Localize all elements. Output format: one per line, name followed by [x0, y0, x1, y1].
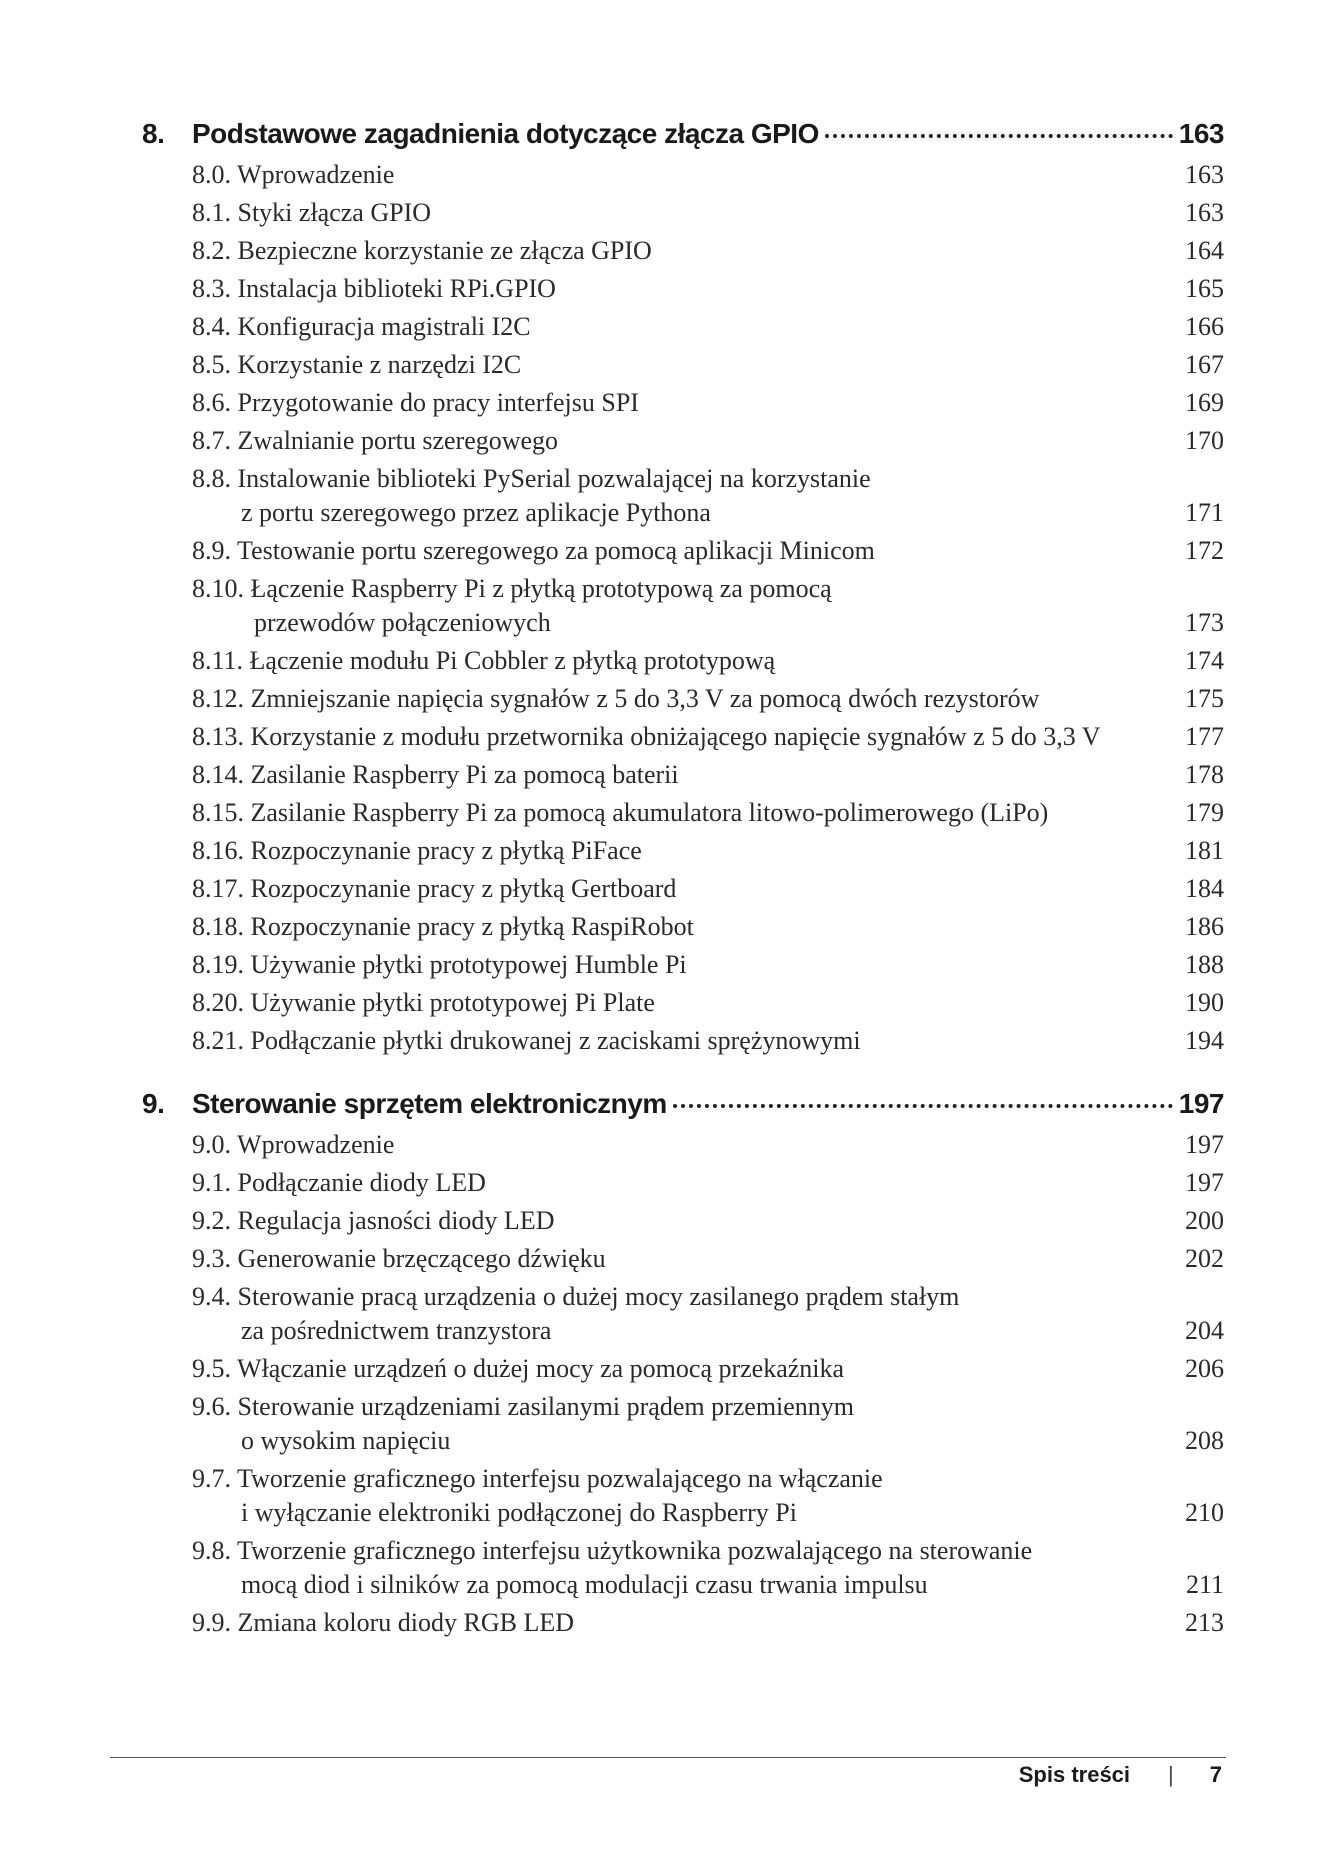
chapter-page-number: 163	[1178, 118, 1224, 149]
toc-entry-title	[192, 348, 1178, 382]
toc-entry-title	[192, 682, 1178, 716]
toc-entry[interactable]	[192, 1352, 1224, 1386]
toc-entry-title	[192, 644, 1178, 678]
toc-entry-title	[192, 1204, 1178, 1238]
toc-entry-list	[192, 158, 1224, 1058]
footer-page-number: 7	[1209, 1762, 1222, 1787]
toc-entry[interactable]	[192, 534, 1224, 568]
toc-entry-page-number: 184	[1185, 874, 1224, 903]
toc-entry[interactable]	[192, 348, 1224, 382]
toc-entry-title-line: 8.4. Konfiguracja magistrali I2C	[192, 312, 531, 341]
toc-entry-page-number: 178	[1185, 760, 1224, 789]
toc-entry-title-continuation: przewodów połączeniowych	[254, 608, 551, 637]
toc-entry-title	[192, 462, 1178, 530]
toc-entry-page-number: 190	[1185, 988, 1224, 1017]
toc-entry-title-line: 9.8. Tworzenie graficznego interfejsu użytkownika pozwalającego na sterowanie	[192, 1536, 1033, 1565]
toc-entry[interactable]	[192, 872, 1224, 906]
toc-entry-page-number: 175	[1185, 684, 1224, 713]
toc-entry-title	[192, 424, 1178, 458]
toc-entry[interactable]	[192, 234, 1224, 268]
toc-entry-title	[192, 834, 1178, 868]
toc-entry-title	[192, 948, 1178, 982]
toc-entry-title-line: 8.14. Zasilanie Raspberry Pi za pomocą baterii	[192, 760, 679, 789]
toc-entry-title-line: 8.20. Używanie płytki prototypowej Pi Plate	[192, 988, 655, 1017]
toc-entry-title	[192, 796, 1178, 830]
toc-chapter-block	[142, 118, 1224, 1058]
toc-entry-title-line: 8.11. Łączenie modułu Pi Cobbler z płytką prototypową	[192, 646, 776, 675]
toc-entry-title	[192, 310, 1178, 344]
toc-entry-title-line: 9.7. Tworzenie graficznego interfejsu pozwalającego na włączanie	[192, 1464, 883, 1493]
toc-entry[interactable]	[192, 910, 1224, 944]
toc-entry-page-number: 177	[1185, 722, 1224, 751]
toc-entry[interactable]	[192, 834, 1224, 868]
toc-entry[interactable]	[192, 1534, 1224, 1602]
toc-entry-title-line: 8.6. Przygotowanie do pracy interfejsu SPI	[192, 388, 639, 417]
footer-separator: |	[1168, 1762, 1174, 1787]
toc-entry-title-line: 8.9. Testowanie portu szeregowego za pomocą aplikacji Minicom	[192, 536, 875, 565]
toc-entry-page-number: 186	[1185, 912, 1224, 941]
toc-entry-title-line: 9.3. Generowanie brzęczącego dźwięku	[192, 1244, 606, 1273]
toc-chapter-heading[interactable]	[142, 1088, 1224, 1128]
toc-entry-page-number: 179	[1185, 798, 1224, 827]
toc-entry[interactable]	[192, 462, 1224, 530]
toc-entry-title-line: 8.5. Korzystanie z narzędzi I2C	[192, 350, 522, 379]
toc-entry-page-number: 204	[1185, 1316, 1224, 1345]
toc-entry[interactable]	[192, 1606, 1224, 1640]
toc-entry-page-number: 163	[1185, 160, 1224, 189]
toc-entry[interactable]	[192, 1242, 1224, 1276]
toc-entry-page-number: 166	[1185, 312, 1224, 341]
toc-entry-page-number: 208	[1185, 1426, 1224, 1455]
toc-entry[interactable]	[192, 1166, 1224, 1200]
toc-entry-title	[192, 534, 1178, 568]
toc-entry-title	[192, 1280, 1178, 1348]
toc-entry-title-line: 8.18. Rozpoczynanie pracy z płytką RaspiRobot	[192, 912, 694, 941]
toc-entry-title	[192, 1462, 1178, 1530]
toc-entry-title	[192, 272, 1178, 306]
toc-entry-title	[192, 1606, 1178, 1640]
toc-entry-title-line: 9.1. Podłączanie diody LED	[192, 1168, 486, 1197]
toc-entry-title-line: 8.21. Podłączanie płytki drukowanej z zaciskami sprężynowymi	[192, 1026, 861, 1055]
toc-entry[interactable]	[192, 386, 1224, 420]
toc-chapter-block	[142, 1088, 1224, 1640]
toc-entry-title-line: 9.4. Sterowanie pracą urządzenia o dużej mocy zasilanego prądem stałym	[192, 1282, 960, 1311]
toc-entry[interactable]	[192, 682, 1224, 716]
toc-entry-title	[192, 572, 1178, 640]
dot-leader	[825, 134, 1173, 138]
toc-entry-title	[192, 1352, 1178, 1386]
toc-entry-title-continuation: i wyłączanie elektroniki podłączonej do Raspberry Pi	[241, 1498, 797, 1527]
toc-entry-page-number: 188	[1185, 950, 1224, 979]
page-footer	[1019, 1762, 1222, 1788]
toc-entry-title	[192, 1166, 1178, 1200]
toc-entry-title-line: 8.10. Łączenie Raspberry Pi z płytką prototypową za pomocą	[192, 574, 832, 603]
toc-entry-page-number: 213	[1185, 1608, 1224, 1637]
toc-entry-page-number: 197	[1185, 1130, 1224, 1159]
toc-entry-page-number: 200	[1185, 1206, 1224, 1235]
chapter-page-number: 197	[1178, 1088, 1224, 1119]
toc-entry-title	[192, 1128, 1178, 1162]
toc-entry-title-line: 8.13. Korzystanie z modułu przetwornika obniżającego napięcie sygnałów z 5 do 3,3 V	[192, 722, 1101, 751]
toc-entry-title-line: 8.17. Rozpoczynanie pracy z płytką Gertboard	[192, 874, 677, 903]
toc-entry-page-number: 170	[1185, 426, 1224, 455]
toc-entry-title-line: 9.0. Wprowadzenie	[192, 1130, 395, 1159]
toc-entry-title	[192, 1024, 1178, 1058]
toc-entry-title	[192, 1242, 1178, 1276]
footer-section-title: Spis treści	[1018, 1762, 1131, 1787]
toc-entry-title-line: 8.19. Używanie płytki prototypowej Humble Pi	[192, 950, 687, 979]
toc-entry-title-continuation: mocą diod i silników za pomocą modulacji czasu trwania impulsu	[241, 1570, 928, 1599]
toc-entry-title	[192, 758, 1178, 792]
toc-entry[interactable]	[192, 1390, 1224, 1458]
toc-entry[interactable]	[192, 424, 1224, 458]
toc-entry-title-line: 9.6. Sterowanie urządzeniami zasilanymi prądem przemiennym	[192, 1392, 855, 1421]
chapter-number: 8.	[142, 118, 165, 149]
toc-entry-page-number: 171	[1185, 498, 1224, 527]
toc-entry[interactable]	[192, 758, 1224, 792]
toc-entry-page-number: 165	[1185, 274, 1224, 303]
toc-entry-title-continuation: o wysokim napięciu	[241, 1426, 451, 1455]
toc-entry-title-continuation: z portu szeregowego przez aplikacje Pythona	[241, 498, 711, 527]
toc-entry-title-line: 9.5. Włączanie urządzeń o dużej mocy za pomocą przekaźnika	[192, 1354, 845, 1383]
toc-entry[interactable]	[192, 572, 1224, 640]
toc-entry-title-line: 8.7. Zwalnianie portu szeregowego	[192, 426, 559, 455]
toc-entry-title-line: 8.2. Bezpieczne korzystanie ze złącza GPIO	[192, 236, 652, 265]
toc-entry-page-number: 202	[1185, 1244, 1224, 1273]
toc-entry[interactable]	[192, 1128, 1224, 1162]
toc-entry-page-number: 173	[1185, 608, 1224, 637]
toc-entry-title	[192, 910, 1178, 944]
footer-divider	[110, 1757, 1226, 1758]
toc-entry-title-line: 8.12. Zmniejszanie napięcia sygnałów z 5 do 3,3 V za pomocą dwóch rezystorów	[192, 684, 1040, 713]
toc-entry-title	[192, 386, 1178, 420]
toc-entry-page-number: 163	[1185, 198, 1224, 227]
toc-entry[interactable]	[192, 158, 1224, 192]
toc-entry-title-line: 8.16. Rozpoczynanie pracy z płytką PiFace	[192, 836, 642, 865]
toc-entry-title-line: 8.15. Zasilanie Raspberry Pi za pomocą akumulatora litowo-polimerowego (LiPo)	[192, 798, 1049, 827]
toc-entry[interactable]	[192, 1204, 1224, 1238]
toc-entry[interactable]	[192, 1024, 1224, 1058]
table-of-contents	[142, 118, 1224, 1670]
toc-entry[interactable]	[192, 1280, 1224, 1348]
toc-entry[interactable]	[192, 720, 1224, 754]
toc-entry-page-number: 211	[1185, 1570, 1224, 1599]
toc-entry-title-line: 8.0. Wprowadzenie	[192, 160, 395, 189]
toc-entry[interactable]	[192, 310, 1224, 344]
chapter-number: 9.	[142, 1088, 165, 1119]
toc-entry-page-number: 174	[1185, 646, 1224, 675]
toc-entry-page-number: 206	[1185, 1354, 1224, 1383]
toc-entry[interactable]	[192, 986, 1224, 1020]
toc-entry-title	[192, 158, 1178, 192]
toc-entry-page-number: 169	[1185, 388, 1224, 417]
toc-entry-page-number: 197	[1185, 1168, 1224, 1197]
toc-entry-title-line: 8.1. Styki złącza GPIO	[192, 198, 432, 227]
toc-entry-page-number: 194	[1185, 1026, 1224, 1055]
toc-entry[interactable]	[192, 796, 1224, 830]
toc-chapter-heading[interactable]	[142, 118, 1224, 158]
toc-entry-title	[192, 1390, 1178, 1458]
toc-entry[interactable]	[192, 948, 1224, 982]
toc-entry-title-continuation: za pośrednictwem tranzystora	[241, 1316, 552, 1345]
toc-entry-title	[192, 196, 1178, 230]
toc-entry-title-line: 8.8. Instalowanie biblioteki PySerial pozwalającej na korzystanie	[192, 464, 871, 493]
toc-entry-title-line: 9.2. Regulacja jasności diody LED	[192, 1206, 555, 1235]
toc-entry-page-number: 181	[1185, 836, 1224, 865]
chapter-title: Podstawowe zagadnienia dotyczące złącza GPIO	[192, 118, 819, 149]
dot-leader	[673, 1104, 1173, 1108]
toc-entry-list	[192, 1128, 1224, 1640]
toc-entry-title-line: 9.9. Zmiana koloru diody RGB LED	[192, 1608, 575, 1637]
toc-entry-page-number: 210	[1185, 1498, 1224, 1527]
toc-entry-title	[192, 872, 1178, 906]
toc-entry-title	[192, 986, 1178, 1020]
toc-entry-page-number: 172	[1185, 536, 1224, 565]
toc-entry-page-number: 167	[1185, 350, 1224, 379]
toc-entry-page-number: 164	[1185, 236, 1224, 265]
toc-entry-title	[192, 1534, 1178, 1602]
toc-entry[interactable]	[192, 196, 1224, 230]
toc-entry-title	[192, 720, 1178, 754]
toc-entry[interactable]	[192, 644, 1224, 678]
toc-entry[interactable]	[192, 272, 1224, 306]
toc-entry-title	[192, 234, 1178, 268]
toc-entry[interactable]	[192, 1462, 1224, 1530]
toc-entry-title-line: 8.3. Instalacja biblioteki RPi.GPIO	[192, 274, 556, 303]
chapter-title: Sterowanie sprzętem elektronicznym	[192, 1088, 667, 1119]
